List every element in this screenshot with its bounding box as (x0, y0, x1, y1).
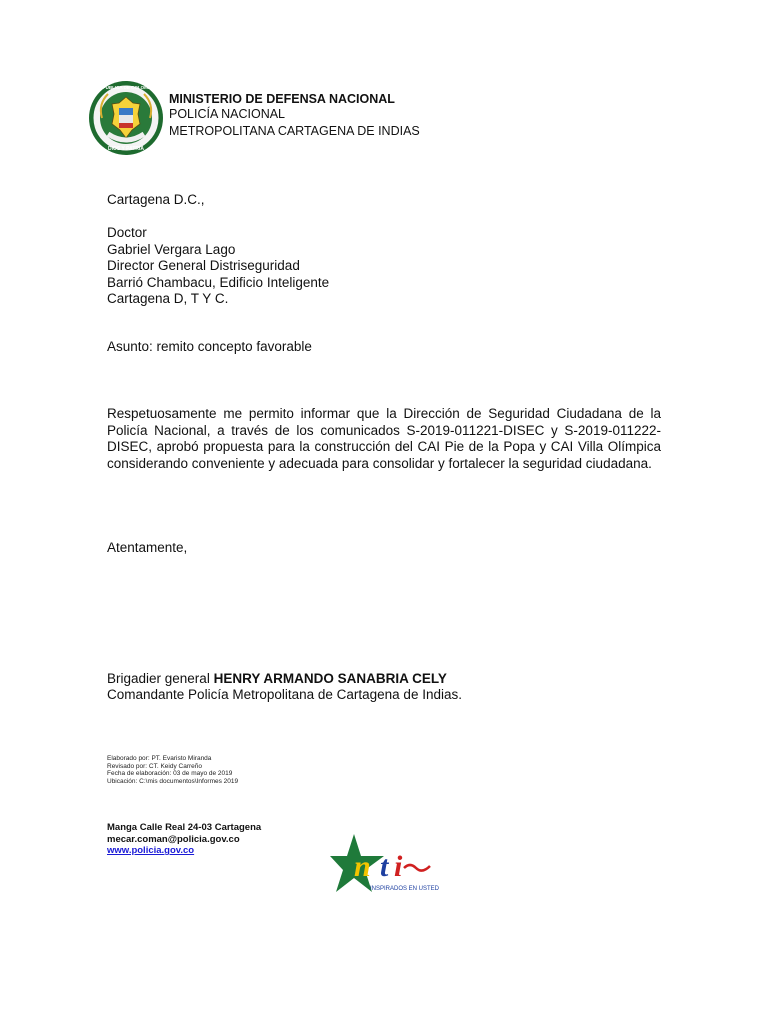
footer-email[interactable]: mecar.coman@policia.gov.co (107, 833, 240, 845)
svg-text:n: n (354, 850, 371, 883)
footer-contact (107, 822, 261, 857)
metadata-line: Elaborado por: PT. Evaristo Miranda (107, 755, 212, 762)
closing: Atentamente, (107, 540, 188, 555)
svg-text:DIOS Y PATRIA: DIOS Y PATRIA (107, 146, 145, 152)
signer-rank: Brigadier general (107, 671, 214, 686)
signer-line (107, 671, 447, 688)
metadata-line: Revisado por: CT. Keidy Carreño (107, 762, 203, 770)
footer-website-link[interactable]: www.policia.gov.co (107, 845, 195, 856)
letter-body: Respetuosamente me permito informar que la Dirección de Seguridad Ciudadana de la Policía Nacional, a través de los comunicados S-2019-011221-DISEC y S-2019-011222-DISEC, aprobó propuesta para la construcción del CAI Pie de la Popa y CAI Villa Olímpica considerando conveniente y adecuada para consolidar y fortalecer la seguridad ciudadana. (107, 406, 661, 471)
city-date: Cartagena D.C., (107, 192, 205, 207)
recipient-line: Doctor (107, 225, 147, 240)
metadata-line: Ubicación: C:\mis documentos\Informes 2019 (107, 777, 239, 785)
ministry-heading: MINISTERIO DE DEFENSA NACIONAL (169, 92, 395, 106)
svg-text:t: t (380, 850, 389, 883)
recipient-line: Director General Distriseguridad (107, 258, 300, 273)
recipient-block (107, 225, 329, 308)
signer-name: HENRY ARMANDO SANABRIA CELY (213, 671, 447, 686)
police-heading: POLICÍA NACIONAL (169, 107, 286, 121)
metro-heading: METROPOLITANA CARTAGENA DE INDIAS (169, 124, 420, 138)
recipient-line: Cartagena D, T Y C. (107, 291, 229, 306)
signer-title: Comandante Policía Metropolitana de Cartagena de Indias. (107, 687, 462, 702)
document-metadata (107, 755, 238, 785)
metadata-line: Fecha de elaboración: 03 de mayo de 2019 (107, 770, 233, 777)
police-seal-logo (88, 80, 164, 156)
svg-text:INSPIRADOS EN USTED: INSPIRADOS EN USTED (370, 886, 440, 892)
footer-address: Manga Calle Real 24-03 Cartagena (107, 822, 262, 833)
recipient-line: Gabriel Vergara Lago (107, 241, 236, 257)
svg-text:i: i (394, 850, 403, 883)
nti-logo (330, 832, 440, 904)
recipient-line: Barrió Chambacu, Edificio Inteligente (107, 274, 330, 290)
svg-text:REPÚBLICA DE COLOMBIA: REPÚBLICA DE COLOMBIA (96, 85, 156, 90)
subject-line: Asunto: remito concepto favorable (107, 339, 312, 354)
